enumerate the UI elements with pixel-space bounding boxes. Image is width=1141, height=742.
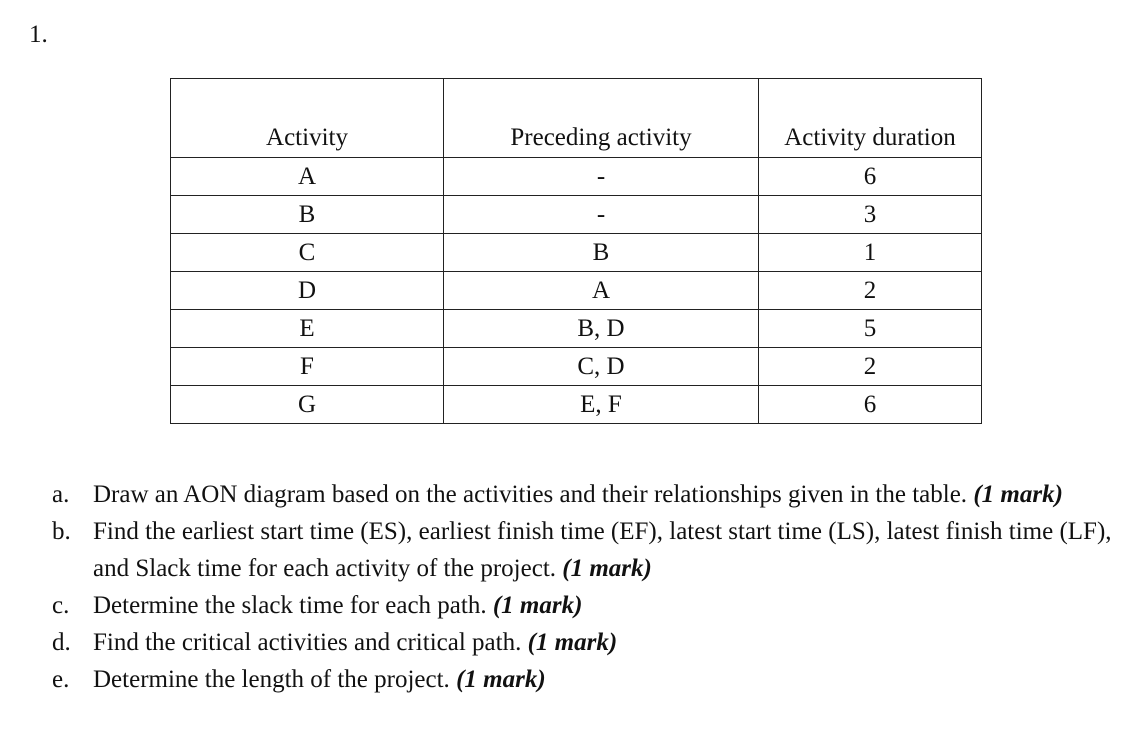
- cell-preceding: C, D: [444, 348, 759, 386]
- cell-duration: 1: [759, 234, 982, 272]
- cell-activity: C: [171, 234, 444, 272]
- question-mark: (1 mark): [492, 592, 583, 619]
- cell-preceding: -: [444, 196, 759, 234]
- table-row: [171, 386, 982, 424]
- question-item: [0, 513, 1141, 587]
- header-preceding-activity: Preceding activity: [444, 79, 759, 158]
- cell-duration: 5: [759, 310, 982, 348]
- cell-preceding: A: [444, 272, 759, 310]
- table-row: [171, 272, 982, 310]
- cell-preceding: B, D: [444, 310, 759, 348]
- cell-activity: E: [171, 310, 444, 348]
- question-list: [0, 476, 1141, 698]
- question-text: Find the earliest start time (ES), earliest finish time (EF), latest start time (LS), latest finish time (LF), and Slack time for each activity of the project.: [93, 518, 1112, 582]
- question-mark: (1 mark): [562, 555, 652, 582]
- table-row: [171, 310, 982, 348]
- cell-duration: 3: [759, 196, 982, 234]
- question-marker: e.: [52, 666, 70, 693]
- cell-duration: 2: [759, 272, 982, 310]
- question-item: [0, 476, 1141, 513]
- cell-preceding: -: [444, 158, 759, 196]
- question-mark: (1 mark): [456, 666, 546, 693]
- question-item: [0, 587, 1141, 624]
- cell-preceding: B: [444, 234, 759, 272]
- question-text: Find the critical activities and critical path.: [93, 629, 522, 656]
- question-number: 1.: [29, 21, 48, 48]
- cell-activity: D: [171, 272, 444, 310]
- header-activity: Activity: [171, 79, 444, 158]
- question-marker: a.: [52, 481, 70, 508]
- cell-activity: F: [171, 348, 444, 386]
- cell-duration: 6: [759, 386, 982, 424]
- question-item: [0, 624, 1141, 661]
- question-marker: d.: [52, 629, 71, 656]
- question-text: Determine the slack time for each path.: [93, 592, 487, 619]
- cell-duration: 6: [759, 158, 982, 196]
- activity-table: [170, 78, 982, 424]
- cell-duration: 2: [759, 348, 982, 386]
- question-text: Draw an AON diagram based on the activities and their relationships given in the table.: [93, 481, 968, 508]
- cell-activity: G: [171, 386, 444, 424]
- question-text: Determine the length of the project.: [93, 666, 450, 693]
- table-row: [171, 348, 982, 386]
- cell-activity: B: [171, 196, 444, 234]
- header-activity-duration: Activity duration: [759, 79, 982, 158]
- table-row: [171, 234, 982, 272]
- question-marker: b.: [52, 518, 71, 545]
- question-marker: c.: [52, 592, 70, 619]
- question-mark: (1 mark): [527, 629, 618, 656]
- question-item: [0, 661, 1141, 698]
- table-row: [171, 158, 982, 196]
- table-row: [171, 196, 982, 234]
- table-header-row: [171, 79, 982, 158]
- cell-preceding: E, F: [444, 386, 759, 424]
- cell-activity: A: [171, 158, 444, 196]
- question-mark: (1 mark): [973, 481, 1063, 508]
